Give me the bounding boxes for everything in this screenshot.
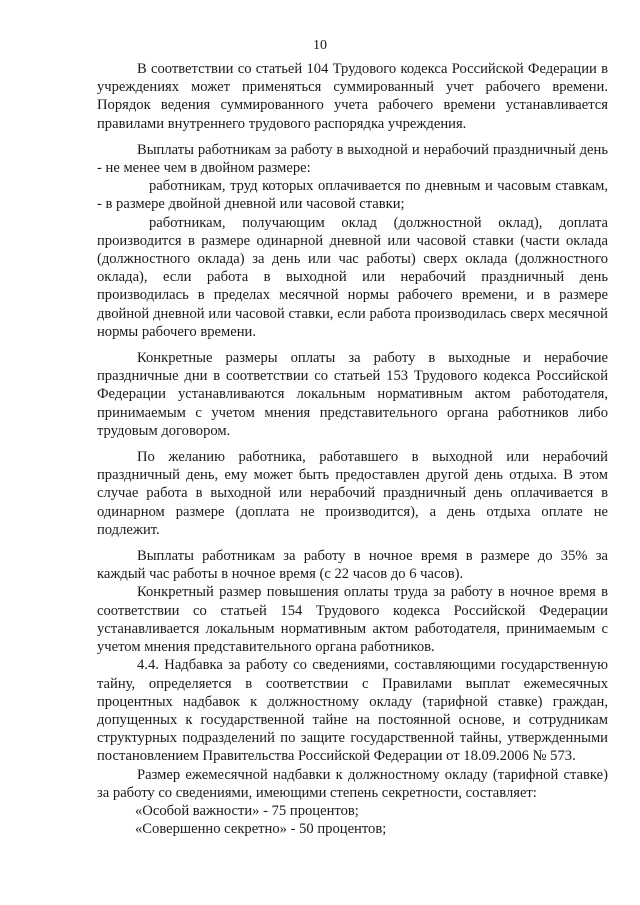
list-item-special-importance: «Особой важности» - 75 процентов; [135,802,359,819]
paragraph-specific-weekend-rates: Конкретные размеры оплаты за работу в выходные и нерабочие праздничные дни в соответствии со статьей 153 Трудового кодекса Российской Федерации устанавливаются локальным нормативным актом работодателя, принимаемым с учетом мнения представительного органа работников либо трудовым договором. [97,350,608,439]
paragraph-salaried-workers: работникам, получающим оклад (должностной оклад), доплата производится в размере одинарной дневной или часовой ставки (части оклада (должностного оклада) за день или час работы) сверх оклада (должностного оклада), если работа в выходной или нерабочий праздничный день производилась в пределах месячной нормы рабочего времени, и в размере двойной дневной или часовой ставки, если работа производилась сверх месячной нормы рабочего времени. [97,214,608,340]
list-item-top-secret: «Совершенно секретно» - 50 процентов; [135,821,387,838]
page-number: 10 [313,38,327,53]
paragraph-state-secret-allowance: 4.4. Надбавка за работу со сведениями, составляющими государственную тайну, определяется в соответствии с Правилами выплат ежемесячных процентных надбавок к должностному окладу (тарифной ставке) граждан, допущенных к государственной тайне на постоянной основе, и сотрудникам структурных подразделений по защите государственной тайны, утвержденными постановлением Правительства Российской Федерации от 18.09.2006 № 573. [97,657,608,765]
document-body [97,60,608,838]
paragraph-weekend-pay: Выплаты работникам за работу в выходной и нерабочий праздничный день - не менее чем в двойном размере: [97,141,608,177]
paragraph-day-off-option: По желанию работника, работавшего в выходной или нерабочий праздничный день, ему может быть предоставлен другой день отдыха. В этом случае работа в выходной или нерабочий праздничный день оплачивается в одинарном размере (доплата не производится), а день отдыха оплате не подлежит. [97,449,608,538]
paragraph-night-pay: Выплаты работникам за работу в ночное время в размере до 35% за каждый час работы в ночное время (с 22 часов до 6 часов). [97,548,608,583]
paragraph-allowance-amount: Размер ежемесячной надбавки к должностному окладу (тарифной ставке) за работу со сведениями, имеющими степень секретности, составляет: [97,766,608,801]
paragraph-hourly-workers: работникам, труд которых оплачивается по дневным и часовым ставкам, - в размере двойной дневной или часовой ставки; [97,178,608,213]
paragraph-summarized-accounting: В соответствии со статьей 104 Трудового кодекса Российской Федерации в учреждениях может применяться суммированный учет рабочего времени. Порядок ведения суммированного учета рабочего времени устанавливается правилами внутреннего трудового распорядка учреждения. [97,61,608,132]
paragraph-night-pay-specific: Конкретный размер повышения оплаты труда за работу в ночное время в соответствии со статьей 154 Трудового кодекса Российской Федерации устанавливается локальным нормативным актом работодателя, принимаемым с учетом мнения представительного органа работников. [97,584,608,656]
